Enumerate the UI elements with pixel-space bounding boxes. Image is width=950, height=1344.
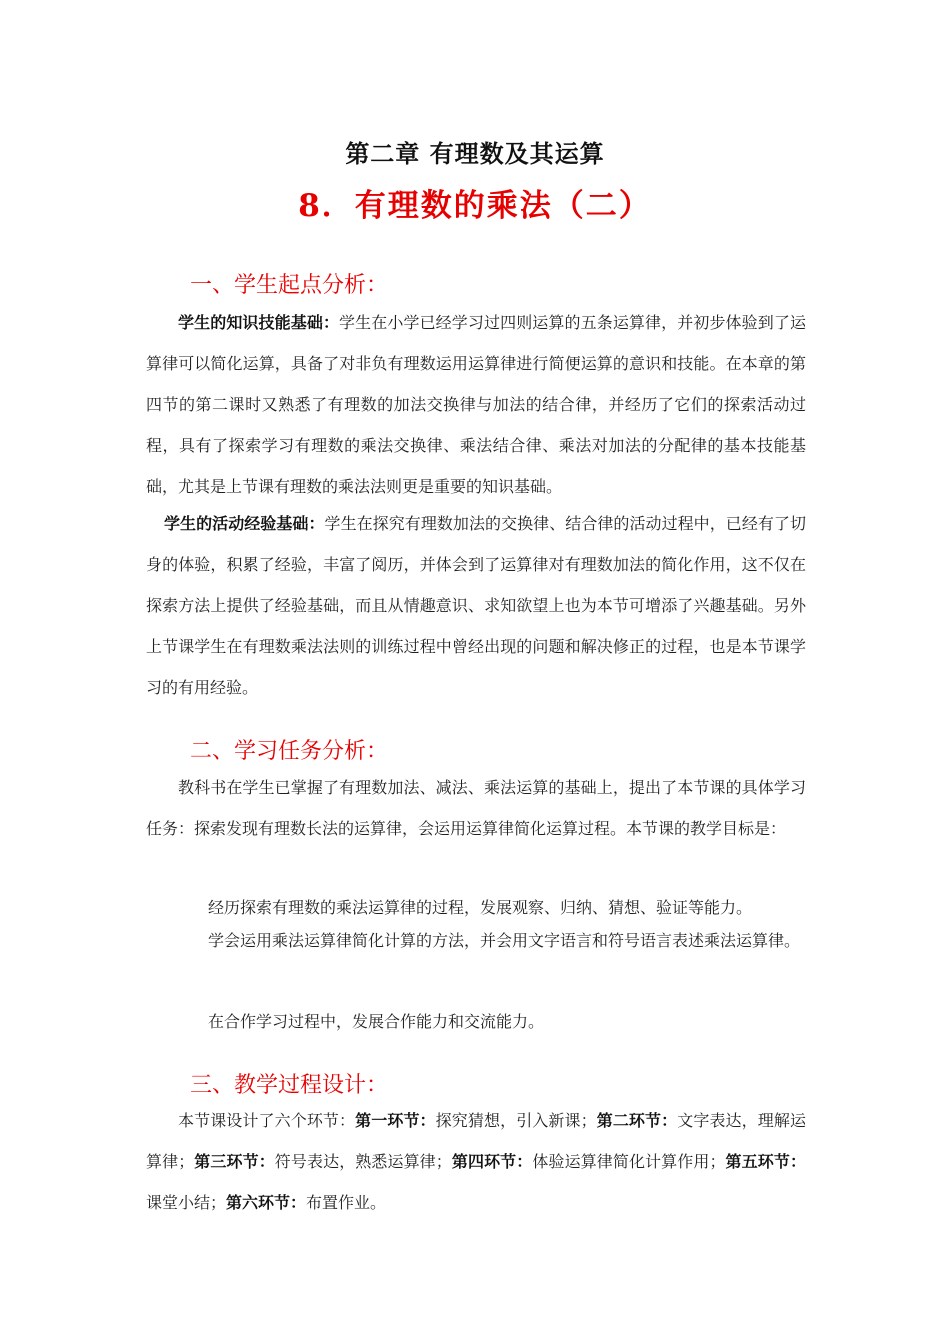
paragraph-process-steps bbox=[146, 1100, 806, 1223]
paragraph-knowledge-basis bbox=[146, 302, 806, 507]
label-knowledge-basis: 学生的知识技能基础： bbox=[178, 313, 340, 332]
chapter-title: 第二章 有理数及其运算 bbox=[345, 139, 605, 168]
lesson-title: 8．有理数的乘法（二） bbox=[298, 188, 652, 224]
goal-item-2: 学会运用乘法运算律简化计算的方法，并会用文字语言和符号语言表述乘法运算律。 bbox=[208, 931, 801, 950]
step-3-label: 第三环节： bbox=[194, 1152, 275, 1171]
step-3-text: 符号表达，熟悉运算律； bbox=[274, 1152, 452, 1171]
step-1-text: 探究猜想，引入新课； bbox=[435, 1111, 597, 1130]
step-4-label: 第四环节： bbox=[451, 1152, 533, 1171]
paragraph-task-intro: 教科书在学生已掌握了有理数加法、减法、乘法运算的基础上，提出了本节课的具体学习任务：探索发现有理数长法的运算律，会运用运算律简化运算过程。本节课的教学目标是： bbox=[146, 778, 806, 838]
text-experience-basis: 学生在探究有理数加法的交换律、结合律的活动过程中，已经有了切身的体验，积累了经验，丰富了阅历，并体会到了运算律对有理数加法的简化作用，这不仅在探索方法上提供了经验基础，而且从情趣意识、求知欲望上也为本节可增添了兴趣基础。另外上节课学生在有理数乘法法则的训练过程中曾经出现的问题和解决修正的过程，也是本节课学习的有用经验。 bbox=[146, 514, 806, 697]
step-2-label: 第二环节： bbox=[596, 1111, 678, 1130]
process-intro: 本节课设计了六个环节： bbox=[178, 1111, 356, 1130]
label-experience-basis: 学生的活动经验基础： bbox=[164, 514, 325, 533]
step-5-text: 课堂小结； bbox=[146, 1193, 227, 1212]
step-2-text: 文字表达，理解运算律； bbox=[146, 1111, 806, 1171]
step-6-label: 第六环节： bbox=[226, 1193, 307, 1212]
section-heading-task-analysis: 二、学习任务分析： bbox=[190, 739, 389, 764]
paragraph-experience-basis bbox=[146, 503, 806, 708]
step-5-label: 第五环节： bbox=[725, 1152, 806, 1171]
step-4-text: 体验运算律简化计算作用； bbox=[532, 1152, 726, 1171]
step-1-label: 第一环节： bbox=[355, 1111, 436, 1130]
section-heading-student-analysis: 一、学生起点分析： bbox=[190, 273, 389, 298]
text-knowledge-basis: 学生在小学已经学习过四则运算的五条运算律，并初步体验到了运算律可以简化运算，具备了对非负有理数运用运算律进行简便运算的意识和技能。在本章的第四节的第二课时又熟悉了有理数的加法交换律与加法的结合律，并经历了它们的探索活动过程，具有了探索学习有理数的乘法交换律、乘法结合律、乘法对加法的分配律的基本技能基础，尤其是上节课有理数的乘法法则更是重要的知识基础。 bbox=[146, 313, 806, 496]
section-heading-process-design: 三、教学过程设计： bbox=[190, 1073, 389, 1098]
goal-item-1: 经历探索有理数的乘法运算律的过程，发展观察、归纳、猜想、验证等能力。 bbox=[208, 898, 753, 917]
goal-item-3: 在合作学习过程中，发展合作能力和交流能力。 bbox=[208, 1012, 545, 1031]
step-6-text: 布置作业。 bbox=[306, 1193, 387, 1212]
